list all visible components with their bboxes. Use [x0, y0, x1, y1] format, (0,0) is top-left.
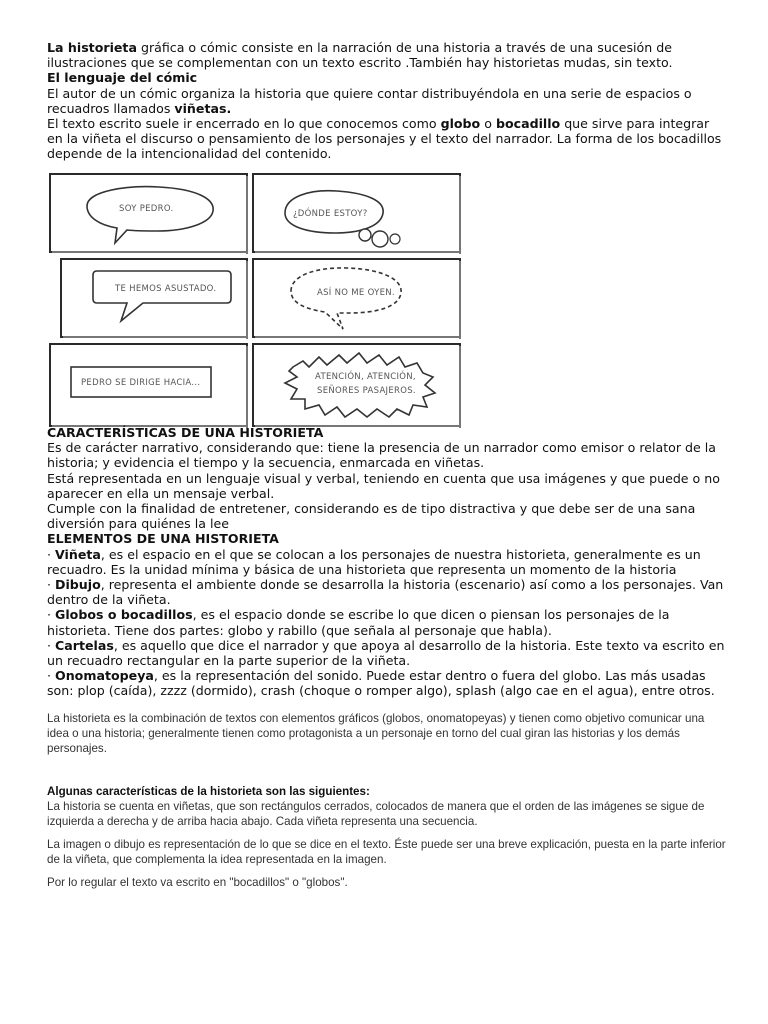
- elemento-globos: · Globos o bocadillos, es el espacio donde se escribe lo que dicen o piensan los personajes de la historieta. Tiene dos partes: globo y rabillo (que señala al personaje que habla).: [47, 607, 670, 638]
- heading-algunas: Algunas características de la historieta son las siguientes:: [47, 785, 370, 798]
- comic-panel-6: [253, 344, 460, 428]
- heading-caracteristicas: CARACTERÍSTICAS DE UNA HISTORIETA: [47, 425, 324, 440]
- term-historieta: La historieta: [47, 40, 137, 55]
- elemento-onomatopeya: · Onomatopeya, es la representación del sonido. Puede estar dentro o fuera del globo. Las más usadas son: plop (caída), zzzz (dormido), crash (choque o romper algo), splash (algo cae en el agua), entre otros.: [47, 668, 715, 699]
- burst-text-6a: ATENCIÓN, ATENCIÓN,: [315, 372, 416, 382]
- lenguaje-paragraph: El autor de un cómic organiza la historia que quiere contar distribuyéndola en una serie de espacios o recuadros llamados viñetas.: [47, 85, 692, 116]
- caracteristica-2: Está representada en un lenguaje visual y verbal, teniendo en cuenta que usa imágenes y que puede o no aparecer en ella un mensaje verbal.: [47, 470, 720, 501]
- comic-panel-1: [50, 174, 247, 254]
- heading-elementos: ELEMENTOS DE UNA HISTORIETA: [47, 531, 279, 547]
- algunas-paragraph-2: La imagen o dibujo es representación de lo que se dice en el texto. Éste puede ser una breve explicación, puesta en la parte inferior de la viñeta, que complementa la idea representada en la imagen.: [47, 838, 726, 866]
- elemento-dibujo: · Dibujo, representa el ambiente donde se desarrolla la historia (escenario) así como a los personajes. Van dentro de la viñeta.: [47, 577, 724, 608]
- bubble-text-2: ¿DÓNDE ESTOY?: [293, 209, 368, 219]
- caption-text-5: PEDRO SE DIRIGE HACIA...: [81, 378, 201, 388]
- caracteristica-3: Cumple con la finalidad de entretener, considerando es de tipo distractiva y que debe ser de una sana diversión para quiénes la lee: [47, 501, 696, 532]
- intro-section: [47, 40, 727, 162]
- globo-paragraph: El texto escrito suele ir encerrado en lo que conocemos como globo o bocadillo que sirve para integrar en la viñeta el discurso o pensamiento de los personajes y el texto del narrador. La forma de los bocadillos depende de la intencionalidad del contenido.: [47, 116, 722, 162]
- summary-section: [47, 711, 727, 756]
- algunas-paragraph-3: Por lo regular el texto va escrito en "bocadillos" o "globos".: [47, 876, 348, 889]
- comic-panel-3: [61, 259, 247, 339]
- comic-panel-2: [253, 174, 460, 254]
- algunas-paragraph-1: La historia se cuenta en viñetas, que son rectángulos cerrados, colocados de manera que el orden de las imágenes se sigue de izquierda a derecha y de arriba hacia abajo. Cada viñeta representa una secuencia.: [47, 800, 705, 828]
- caracteristica-1: Es de carácter narrativo, considerando que: tiene la presencia de un narrador como emisor o relator de la historia; y evidencia el tiempo y la secuencia, enmarcada en viñetas.: [47, 440, 716, 471]
- burst-text-6b: SEÑORES PASAJEROS.: [317, 386, 416, 396]
- characteristics-section: [47, 425, 727, 699]
- elemento-cartelas: · Cartelas, es aquello que dice el narrador y que apoya al desarrollo de la historia. Este texto va escrito en un recuadro rectangular en la parte superior de la viñeta.: [47, 637, 725, 669]
- intro-paragraph: La historieta gráfica o cómic consiste en la narración de una historia a través de una sucesión de ilustraciones que se complementan con un texto escrito .También hay historietas mudas, sin texto.: [47, 40, 673, 71]
- summary-paragraph: La historieta es la combinación de textos con elementos gráficos (globos, onomatopeyas) y tienen como objetivo comunicar una idea o una historia; generalmente tienen como protagonista a un personaje en torno del cual giran las historias y los demás personajes.: [47, 712, 705, 755]
- heading-lenguaje: El lenguaje del cómic: [47, 70, 198, 86]
- bubble-text-3: TE HEMOS ASUSTADO.: [115, 284, 217, 294]
- comic-bubbles-illustration: [47, 171, 467, 429]
- elemento-vineta: · Viñeta, es el espacio en el que se colocan a los personajes de nuestra historieta, generalmente es un recuadro. Es la unidad mínima y básica de una historieta que representa un momento de la historia: [47, 546, 701, 577]
- comic-panel-5: [50, 344, 247, 428]
- comic-panel-4: [253, 259, 460, 339]
- bubble-text-4: ASÍ NO ME OYEN.: [317, 288, 395, 298]
- algunas-section: [47, 784, 727, 890]
- bubble-text-1: SOY PEDRO.: [119, 204, 174, 214]
